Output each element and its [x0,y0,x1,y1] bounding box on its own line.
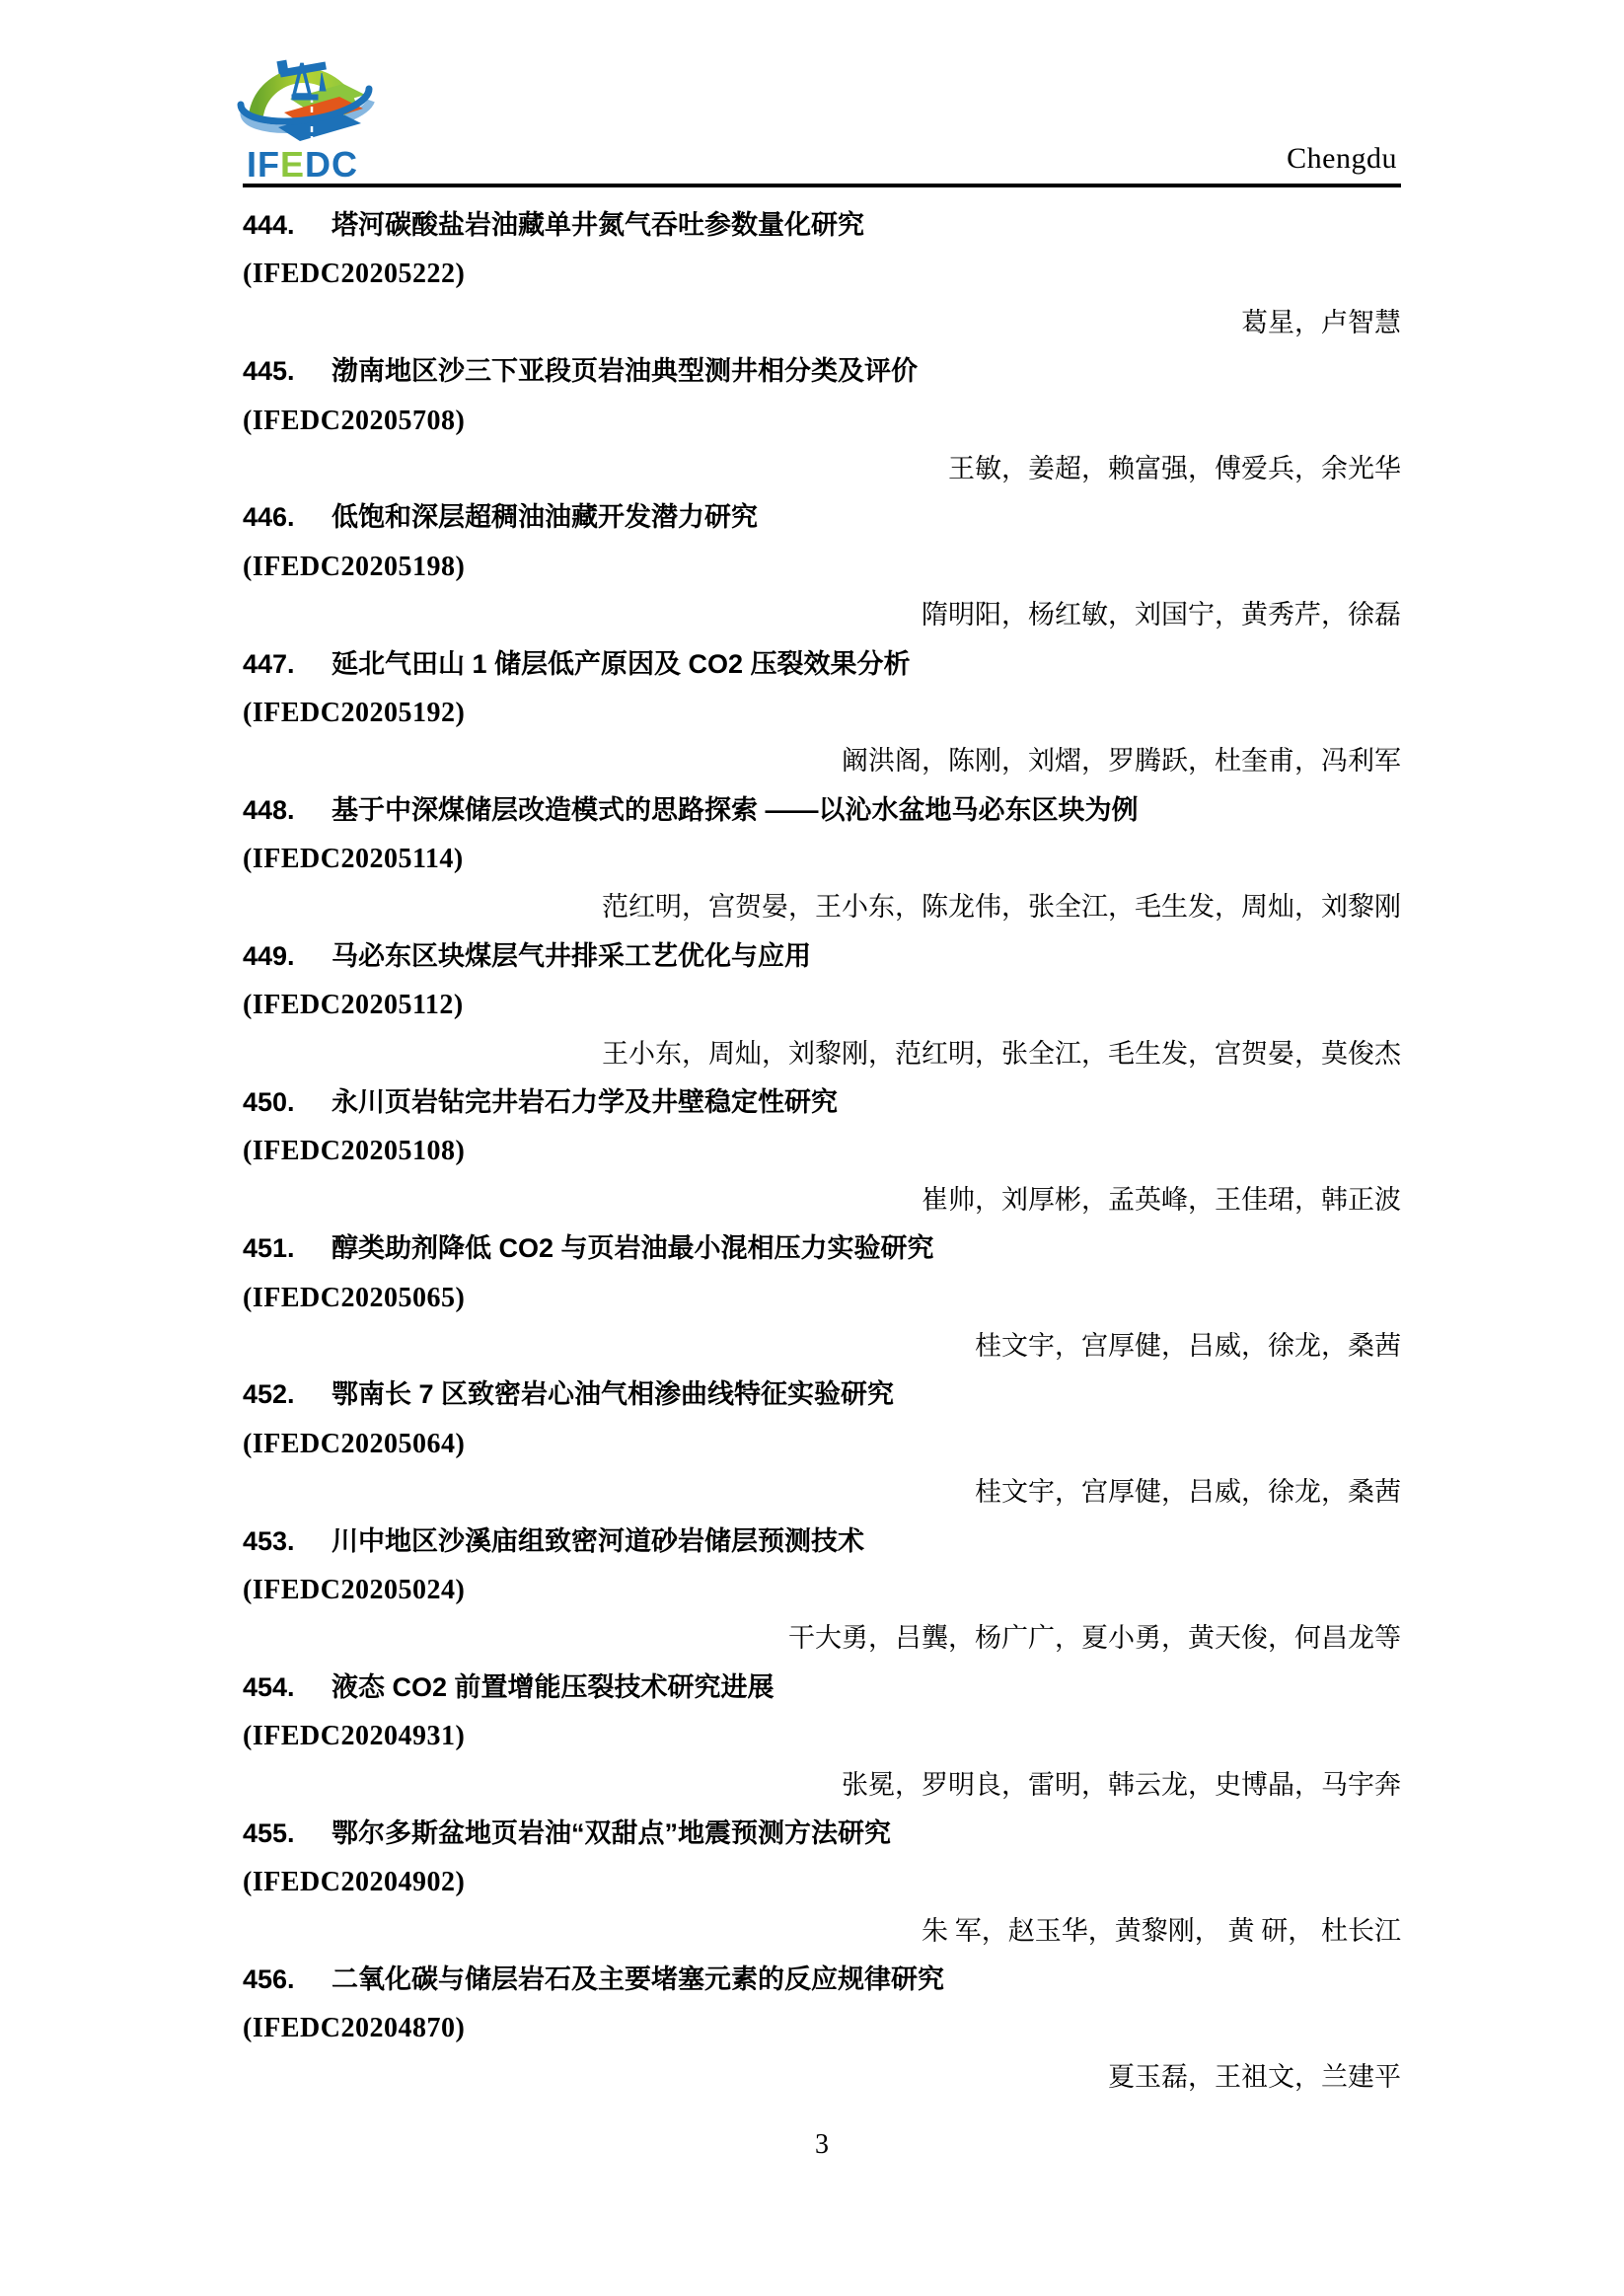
paper-id: (IFEDC20205114) [243,844,464,875]
paper-number: 445. [243,356,295,387]
paper-title: 塔河碳酸盐岩油藏单井氮气吞吐参数量化研究 [332,210,864,240]
paper-authors: 崔帅，刘厚彬，孟英峰，王佳珺，韩正波 [922,1184,1401,1215]
paper-list [243,201,1401,2102]
city-label: Chengdu [1287,142,1397,175]
paper-id: (IFEDC20205198) [243,551,466,582]
ifedc-logo [235,39,383,185]
paper-id: (IFEDC20205222) [243,259,466,290]
paper-title-line [243,1224,1401,1273]
paper-title: 液态 CO2 前置增能压裂技术研究进展 [332,1671,775,1702]
paper-title: 二氧化碳与储层岩石及主要堵塞元素的反应规律研究 [332,1964,944,1995]
paper-title: 马必东区块煤层气井排采工艺优化与应用 [332,940,811,971]
paper-authors: 王小东，周灿，刘黎刚，范红明，张全江，毛生发，宫贺晏，莫俊杰 [602,1038,1401,1069]
paper-number: 444. [243,210,295,240]
paper-entry [243,932,1401,1078]
paper-entry [243,1370,1401,1517]
paper-authors: 葛星，卢智慧 [1241,307,1401,337]
paper-entry [243,1518,1401,1664]
paper-authors: 阚洪阁，陈刚，刘熠，罗腾跃，杜奎甫，冯利军 [842,746,1401,777]
paper-authors: 王敏，姜超，赖富强，傅爱兵，余光华 [948,453,1401,483]
paper-authors: 范红明，宫贺晏，王小东，陈龙伟，张全江，毛生发，周灿，刘黎刚 [602,892,1401,923]
paper-entry [243,1078,1401,1224]
paper-title-line [243,1518,1401,1566]
paper-id: (IFEDC20205112) [243,990,464,1021]
page-header [243,0,1401,187]
paper-title-line [243,493,1401,542]
logo-text-if: IF [247,144,280,185]
paper-title: 鄂尔多斯盆地页岩油“双甜点”地震预测方法研究 [332,1817,891,1848]
paper-number: 454. [243,1671,295,1702]
paper-title: 低饱和深层超稠油油藏开发潜力研究 [332,502,758,533]
paper-title: 鄂南长 7 区致密岩心油气相渗曲线特征实验研究 [332,1379,895,1410]
paper-authors: 干大勇，吕龔，杨广广，夏小勇，黄天俊，何昌龙等 [788,1623,1401,1654]
paper-entry [243,347,1401,493]
paper-title-line [243,201,1401,250]
paper-number: 449. [243,940,295,971]
paper-authors: 隋明阳，杨红敏，刘国宁，黄秀芹，徐磊 [922,600,1401,630]
paper-id: (IFEDC20205708) [243,405,466,436]
paper-number: 450. [243,1087,295,1118]
paper-number: 451. [243,1233,295,1264]
ifedc-pumpjack-icon [235,39,383,148]
logo-text [247,144,383,185]
paper-title-line [243,1956,1401,2004]
paper-id: (IFEDC20205065) [243,1282,466,1313]
paper-number: 452. [243,1379,295,1410]
paper-title-line [243,1810,1401,1858]
paper-number: 448. [243,794,295,825]
paper-authors: 张冕，罗明良，雷明，韩云龙，史博晶，马宇奔 [842,1769,1401,1800]
logo-text-dc: DC [305,144,359,185]
paper-id: (IFEDC20204902) [243,1867,466,1898]
paper-title-line [243,786,1401,835]
paper-title-line [243,640,1401,689]
paper-title-line [243,347,1401,396]
paper-number: 456. [243,1964,295,1995]
paper-id: (IFEDC20204931) [243,1721,466,1752]
paper-number: 455. [243,1817,295,1848]
paper-title: 醇类助剂降低 CO2 与页岩油最小混相压力实验研究 [332,1233,934,1264]
paper-authors: 朱 军，赵玉华，黄黎刚， 黄 研， 杜长江 [922,1915,1401,1946]
paper-id: (IFEDC20205108) [243,1136,466,1167]
paper-entry [243,493,1401,639]
paper-title: 川中地区沙溪庙组致密河道砂岩储层预测技术 [332,1525,864,1556]
paper-authors: 桂文宇，宫厚健，吕威，徐龙，桑茜 [975,1330,1401,1361]
paper-number: 447. [243,648,295,679]
paper-title-line [243,1370,1401,1419]
paper-id: (IFEDC20205064) [243,1428,466,1459]
paper-entry [243,1810,1401,1956]
paper-title-line [243,1664,1401,1712]
paper-entry [243,786,1401,932]
page-number: 3 [815,2129,829,2161]
logo-text-e: E [280,144,306,185]
paper-authors: 夏玉磊，王祖文，兰建平 [1108,2061,1401,2092]
paper-number: 453. [243,1525,295,1556]
paper-title: 永川页岩钻完井岩石力学及井壁稳定性研究 [332,1087,838,1118]
paper-number: 446. [243,502,295,533]
paper-entry [243,201,1401,347]
paper-entry [243,640,1401,786]
paper-title-line [243,1078,1401,1127]
paper-title: 渤南地区沙三下亚段页岩油典型测井相分类及评价 [332,356,918,387]
paper-entry [243,1224,1401,1370]
paper-title: 基于中深煤储层改造模式的思路探索 ——以沁水盆地马必东区块为例 [332,794,1139,825]
paper-id: (IFEDC20204870) [243,2013,466,2044]
paper-authors: 桂文宇，宫厚健，吕威，徐龙，桑茜 [975,1477,1401,1508]
paper-title: 延北气田山 1 储层低产原因及 CO2 压裂效果分析 [332,648,911,679]
paper-id: (IFEDC20205024) [243,1574,466,1605]
paper-entry [243,1664,1401,1810]
paper-title-line [243,932,1401,981]
paper-id: (IFEDC20205192) [243,697,466,728]
paper-entry [243,1956,1401,2102]
